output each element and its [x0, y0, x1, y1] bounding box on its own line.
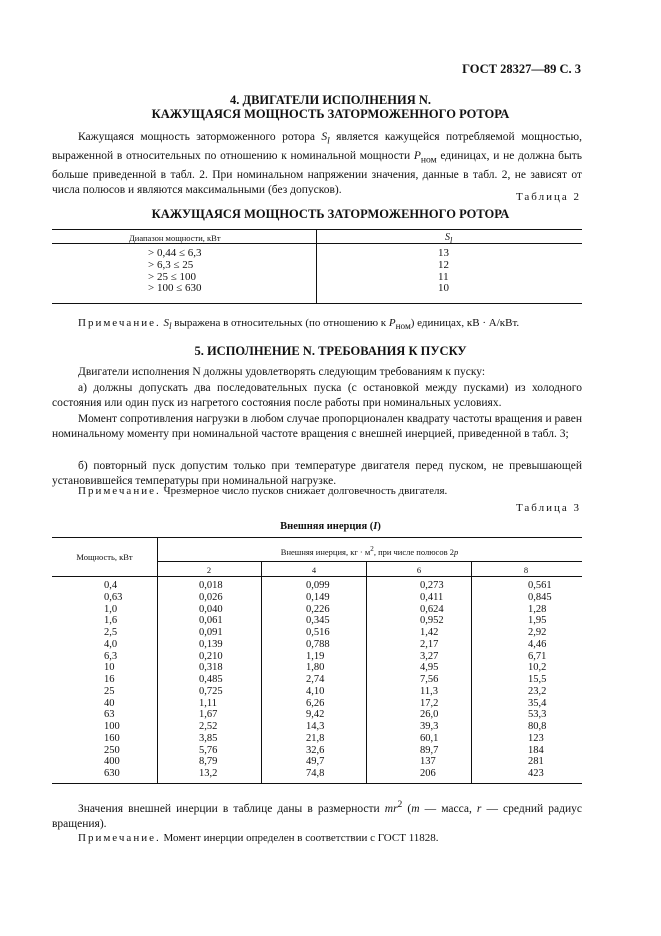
table-3-cell-p2-2: 0,040 — [199, 603, 223, 615]
table-3-cell-power-1: 0,63 — [104, 591, 123, 603]
table-3-cell-p8-8: 15,5 — [528, 674, 547, 685]
table-2-value-3: 10 — [438, 282, 449, 295]
section-5-paragraph-4: б) повторный пуск допустим только при температуре двигателя перед пуском, не превышающей установившейся температуры при номинальной нагрузке. — [52, 459, 582, 488]
table-3-group-header: Внешняя инерция, кг · $м^2$, при числе полюсов 2p — [280, 545, 459, 557]
table-3-cell-p6-4: 1,42 — [420, 627, 439, 638]
table-3-cell-p4-9: 4,10 — [306, 685, 325, 697]
table-3-cell-p2-10: 1,11 — [199, 697, 217, 709]
table-3-cell-p2-1: 0,026 — [199, 591, 223, 603]
table-2-header-rule — [52, 243, 582, 244]
table-3-cell-p6-16: 206 — [420, 768, 436, 779]
table-3-divider-2-4 — [261, 561, 262, 783]
table-3-cell-p2-3: 0,061 — [199, 615, 223, 627]
table-3-cell-p4-5: 0,788 — [306, 638, 330, 650]
table-3-cell-p6-7: 4,95 — [420, 662, 439, 674]
table-3-col-poles-1: 4 — [311, 565, 317, 575]
section-5-paragraph-1: Двигатели исполнения N должны удовлетворять следующим требованиям к пуску: — [78, 366, 486, 378]
table-3-cell-p2-6: 0,210 — [199, 650, 223, 662]
table-2-range-0: > 0,44 ≤ 6,3 — [148, 247, 202, 259]
table-3-col-poles-2: 6 — [416, 565, 422, 575]
table-3-cell-p4-13: 21,8 — [306, 732, 325, 744]
table-3-cell-p6-13: 60,1 — [420, 732, 439, 744]
table-3-cell-p6-5: 2,17 — [420, 638, 439, 650]
table-3-cell-power-14: 250 — [104, 744, 120, 756]
table-3-col-poles-3: 8 — [523, 565, 529, 575]
table-2-range-1: > 6,3 ≤ 25 — [148, 258, 194, 271]
table-2-range-2: > 25 ≤ 100 — [148, 270, 196, 283]
table-3-cell-p6-10: 17,2 — [420, 697, 439, 709]
table-2-top-rule — [52, 229, 582, 230]
table-3-divider-4-6 — [366, 561, 367, 783]
table-3-cell-p2-16: 13,2 — [199, 768, 218, 779]
section-4-title-line-1: 4. ДВИГАТЕЛИ ИСПОЛНЕНИЯ N. — [229, 93, 432, 107]
table-3-cell-power-16: 630 — [104, 768, 120, 779]
table-3-cell-p6-6: 3,27 — [420, 650, 439, 662]
table-3-cell-p6-11: 26,0 — [420, 709, 439, 721]
table-3-top-rule — [52, 537, 582, 538]
table-3-cell-p8-4: 2,92 — [528, 627, 547, 638]
table-3-cell-p4-11: 9,42 — [306, 709, 325, 721]
table-3-cell-p2-9: 0,725 — [199, 685, 223, 697]
table-3-cell-p6-1: 0,411 — [420, 591, 444, 603]
table-3-cell-p2-11: 1,67 — [199, 709, 218, 721]
table-2-value-0: 13 — [438, 247, 449, 259]
table-3-cell-p8-12: 80,8 — [528, 721, 547, 732]
page-header: ГОСТ 28327—89 С. 3 — [462, 62, 581, 76]
table-3-cell-p8-10: 35,4 — [528, 697, 547, 709]
table-2-label: Таблица 2 — [515, 191, 581, 203]
section-4-paragraph: Кажущаяся мощность заторможенного ротора $S_l$ является кажущейся потребляемой мощностью, выраженной в относительных по отношению к номинальной мощности $P_{ном}$ единицах, и не должна быть больше приведенной в табл. 2. При номинальном напряжении значения, данные в табл. 2, не зависят от числа полюсов и являются максимальными (без допусков). — [52, 131, 582, 197]
table-3-cell-power-3: 1,6 — [104, 615, 118, 627]
table-2-column-divider — [316, 229, 317, 303]
table-3-cell-p8-1: 0,845 — [528, 591, 552, 603]
table-3-cell-power-4: 2,5 — [104, 627, 118, 638]
table-2-value-1: 12 — [438, 258, 449, 271]
table-2-title: КАЖУЩАЯСЯ МОЩНОСТЬ ЗАТОРМОЖЕННОГО РОТОРА — [151, 207, 510, 221]
table-2-col-sl: $S_l$ — [445, 232, 453, 245]
table-3-cell-power-9: 25 — [104, 685, 115, 697]
table-2-bottom-rule — [52, 303, 582, 304]
table-3-col-poles-0: 2 — [206, 565, 212, 575]
table-3-cell-power-12: 100 — [104, 721, 120, 732]
table-3-cell-p4-4: 0,516 — [306, 627, 330, 638]
section-4-title-line-2: КАЖУЩАЯСЯ МОЩНОСТЬ ЗАТОРМОЖЕННОГО РОТОРА — [151, 107, 510, 121]
table-3-cell-power-13: 160 — [104, 732, 120, 744]
table-3-divider-power — [157, 537, 158, 783]
table-3-cell-p4-10: 6,26 — [306, 697, 325, 709]
table-3-cell-p4-16: 74,8 — [306, 768, 325, 779]
table-3-cell-p4-1: 0,149 — [306, 591, 330, 603]
table-3-cell-p8-11: 53,3 — [528, 709, 547, 721]
table-3-cell-power-0: 0,4 — [104, 580, 118, 591]
table-3-cell-p8-13: 123 — [528, 732, 544, 744]
table-3-cell-p6-3: 0,952 — [420, 615, 444, 627]
table-3-cell-p2-14: 5,76 — [199, 744, 218, 756]
table-3-cell-power-8: 16 — [104, 674, 115, 685]
footer-paragraph: Значения внешней инерции в таблице даны в размерности $mr^2$ (m — масса, r — средний радиус вращения). — [52, 799, 582, 831]
table-3-cell-p8-14: 184 — [528, 744, 544, 756]
table-3-cell-p6-8: 7,56 — [420, 674, 439, 685]
table-2-value-2: 11 — [438, 270, 449, 283]
table-3-cell-p2-8: 0,485 — [199, 674, 223, 685]
table-3-cell-p2-5: 0,139 — [199, 638, 223, 650]
table-3-divider-6-8 — [471, 561, 472, 783]
table-3-label: Таблица 3 — [515, 502, 581, 514]
table-3-cell-p8-9: 23,2 — [528, 685, 547, 697]
table-3-cell-p2-7: 0,318 — [199, 662, 223, 674]
table-3-cell-p6-2: 0,624 — [420, 603, 444, 615]
table-3-cell-p8-7: 10,2 — [528, 662, 547, 674]
table-3-cell-p2-12: 2,52 — [199, 721, 218, 732]
table-3-subheader-rule — [157, 561, 582, 562]
table-3-cell-p4-3: 0,345 — [306, 615, 330, 627]
section-5-note: Примечание. Чрезмерное число пусков снижает долговечность двигателя. — [78, 485, 448, 497]
table-3-cell-p6-15: 137 — [420, 756, 436, 768]
table-3-cell-p8-6: 6,71 — [528, 650, 547, 662]
table-3-cell-p8-3: 1,95 — [528, 615, 547, 627]
table-3-cell-p4-0: 0,099 — [306, 580, 330, 591]
table-3-cell-p6-14: 89,7 — [420, 744, 439, 756]
table-3-cell-p2-4: 0,091 — [199, 627, 223, 638]
table-3-cell-p4-14: 32,6 — [306, 744, 325, 756]
table-3-cell-p4-15: 49,7 — [306, 756, 325, 768]
table-3-cell-p8-15: 281 — [528, 756, 544, 768]
footer-note: Примечание. Момент инерции определен в соответствии с ГОСТ 11828. — [78, 832, 439, 844]
table-3-bottom-rule — [52, 783, 582, 784]
table-3-header-rule — [52, 576, 582, 577]
table-3-cell-p2-15: 8,79 — [199, 756, 218, 768]
table-3-cell-power-7: 10 — [104, 662, 115, 674]
table-3-cell-power-2: 1,0 — [104, 603, 118, 615]
table-3-cell-p4-7: 1,80 — [306, 662, 325, 674]
table-2-col-power-range: Диапазон мощности, кВт — [129, 233, 221, 243]
table-3-cell-p8-5: 4,46 — [528, 638, 547, 650]
table-3-cell-power-5: 4,0 — [104, 638, 118, 650]
section-5-title: 5. ИСПОЛНЕНИЕ N. ТРЕБОВАНИЯ К ПУСКУ — [194, 344, 467, 358]
section-5-paragraph-3: Момент сопротивления нагрузки в любом случае пропорционален квадрату частоты вращения и равен номинальному моменту при номинальной частоте вращения с внешней инерцией, приведенной в табл. 3; — [52, 412, 582, 441]
section-5-paragraph-2: а) должны допускать два последовательных пуска (с остановкой между пусками) из холодного состояния или один пуск из нагретого состояния после работы при номинальных условиях. — [52, 381, 582, 410]
table-3-cell-p8-0: 0,561 — [528, 580, 552, 591]
table-3-cell-power-10: 40 — [104, 697, 115, 709]
table-3-title: Внешняя инерция (I) — [280, 521, 381, 532]
table-3-cell-p6-12: 39,3 — [420, 721, 439, 732]
table-3-cell-p2-0: 0,018 — [199, 580, 223, 591]
table-3-cell-p6-0: 0,273 — [420, 580, 444, 591]
table-3-cell-p8-2: 1,28 — [528, 603, 547, 615]
table-3-cell-p2-13: 3,85 — [199, 732, 218, 744]
table-3-cell-p4-6: 1,19 — [306, 650, 325, 662]
table-3-cell-p4-12: 14,3 — [306, 721, 325, 732]
table-3-cell-p6-9: 11,3 — [420, 685, 438, 697]
table-3-cell-p4-8: 2,74 — [306, 674, 325, 685]
table-3-cell-p4-2: 0,226 — [306, 603, 330, 615]
table-3-cell-p8-16: 423 — [528, 768, 544, 779]
table-3-col-power: Мощность, кВт — [76, 552, 133, 562]
table-3-cell-power-11: 63 — [104, 709, 115, 721]
table-3-cell-power-15: 400 — [104, 756, 120, 768]
table-2-note: Примечание. $S_l$ выражена в относительных (по отношению к $P_{ном}$) единицах, кВ · А/кВт. — [78, 317, 520, 332]
table-2-range-3: > 100 ≤ 630 — [148, 282, 202, 295]
table-3-cell-power-6: 6,3 — [104, 650, 118, 662]
